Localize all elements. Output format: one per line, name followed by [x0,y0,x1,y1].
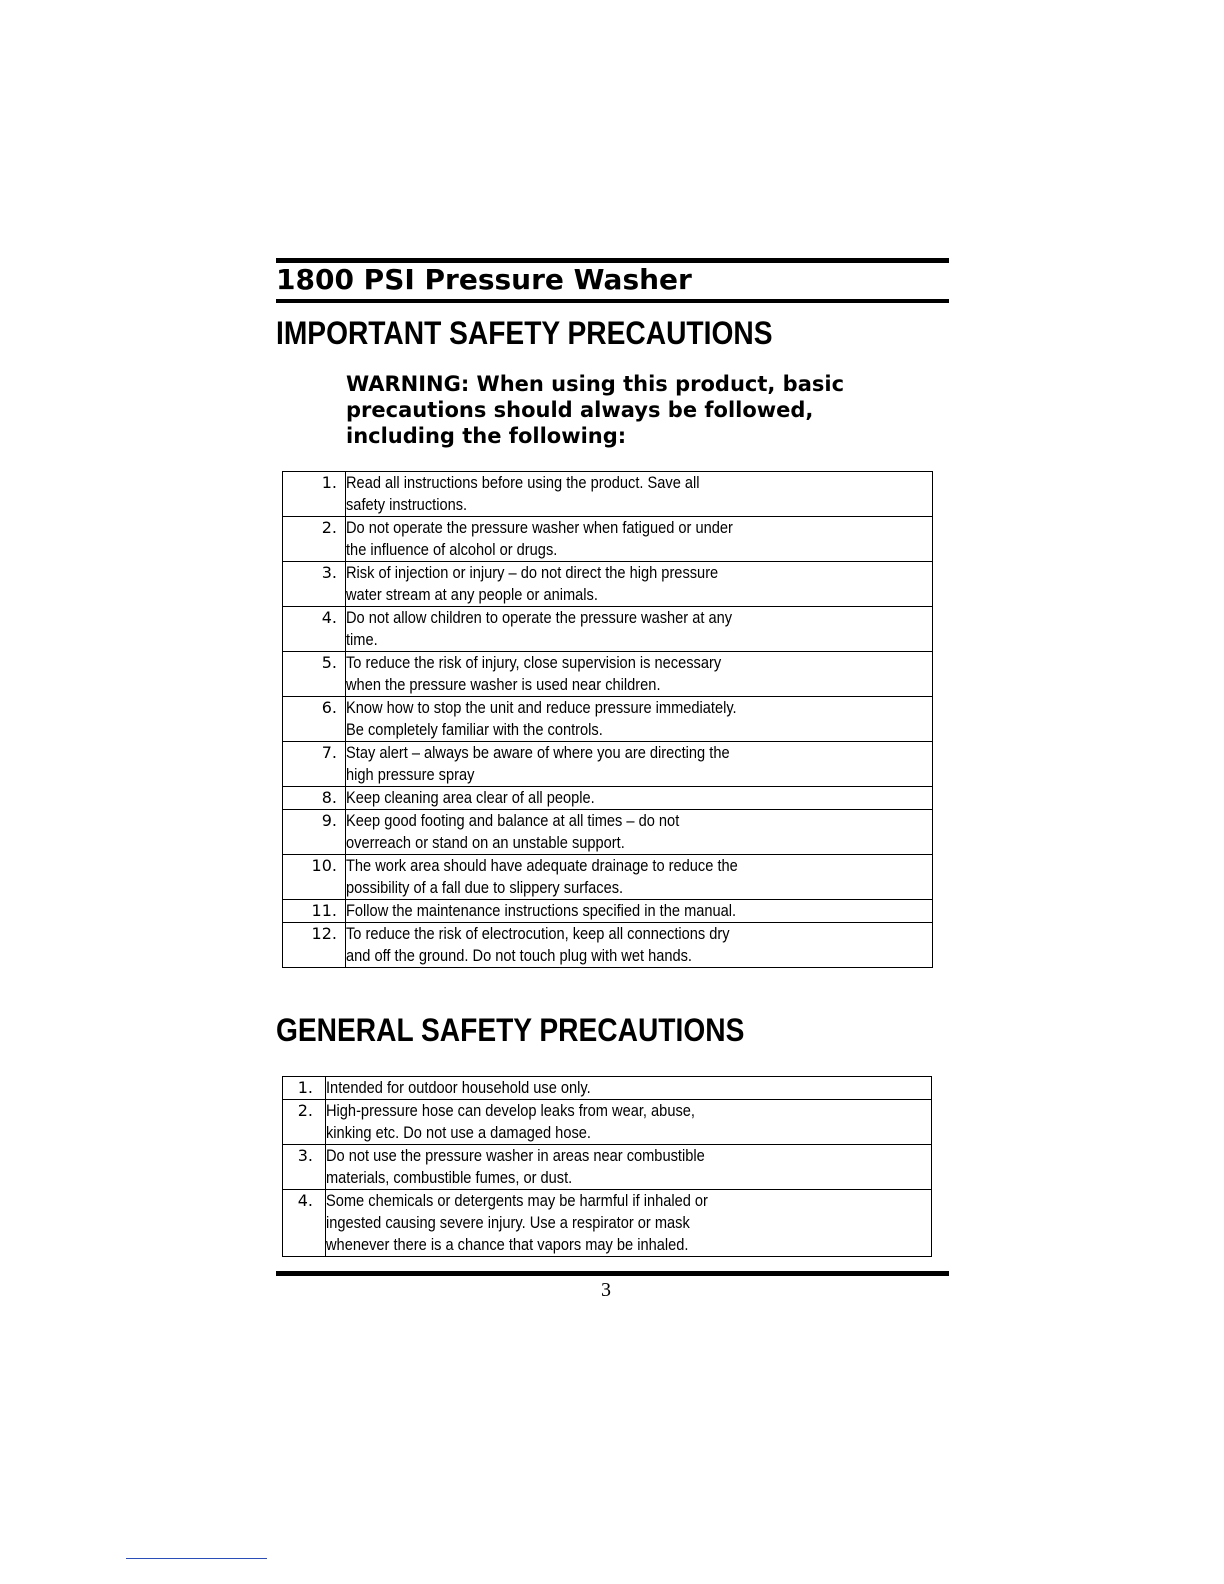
footnote-separator [126,1558,267,1559]
item-number: 1. [283,1077,326,1100]
bottom-rule [276,1271,949,1276]
item-number: 4. [283,1190,326,1257]
title-rule [276,299,949,303]
table-row [283,900,933,923]
item-text: Know how to stop the unit and reduce pressure immediately. Be completely familiar with the controls. [346,698,737,739]
item-text: Keep cleaning area clear of all people. [346,788,595,807]
item-text: Stay alert – always be aware of where you are directing the high pressure spray [346,743,730,784]
item-text: Read all instructions before using the product. Save all safety instructions. [346,473,700,514]
item-number: 7. [283,742,346,787]
item-number: 2. [283,1100,326,1145]
item-number: 5. [283,652,346,697]
important-safety-heading: IMPORTANT SAFETY PRECAUTIONS [276,315,773,351]
item-number: 3. [283,562,346,607]
table-row [283,562,933,607]
table-row [283,1145,932,1190]
table-row [283,923,933,968]
general-safety-heading: GENERAL SAFETY PRECAUTIONS [276,1012,745,1048]
item-number: 12. [283,923,346,968]
table-row [283,697,933,742]
item-number: 10. [283,855,346,900]
item-number: 1. [283,472,346,517]
table-row [283,652,933,697]
item-number: 4. [283,607,346,652]
item-number: 11. [283,900,346,923]
table-row [283,607,933,652]
item-number: 2. [283,517,346,562]
table-row [283,787,933,810]
table-row [283,1190,932,1257]
item-text: Keep good footing and balance at all times – do not overreach or stand on an unstable support. [346,811,680,852]
product-title: 1800 PSI Pressure Washer [276,263,692,296]
general-precautions-table [282,1076,932,1257]
item-text: To reduce the risk of injury, close supervision is necessary when the pressure washer is used near children. [346,653,722,694]
warning-text: WARNING: When using this product, basic precautions should always be followed, including the following: [346,372,845,448]
page-number: 3 [601,1279,611,1301]
item-text: Do not use the pressure washer in areas near combustible materials, combustible fumes, or dust. [326,1146,705,1187]
important-precautions-table [282,471,933,968]
table-row [283,1100,932,1145]
item-number: 9. [283,810,346,855]
item-text: Do not allow children to operate the pressure washer at any time. [346,608,733,649]
item-text: Risk of injection or injury – do not direct the high pressure water stream at any people or animals. [346,563,719,604]
item-text: To reduce the risk of electrocution, keep all connections dry and off the ground. Do not touch plug with wet hands. [346,924,730,965]
item-number: 6. [283,697,346,742]
item-text: Some chemicals or detergents may be harmful if inhaled or ingested causing severe injury. Use a respirator or mask whenever there is a chance that vapors may be inhaled. [326,1191,708,1254]
table-row [283,1077,932,1100]
table-row [283,472,933,517]
item-text: Follow the maintenance instructions specified in the manual. [346,901,737,920]
item-number: 8. [283,787,346,810]
table-row [283,517,933,562]
item-text: Intended for outdoor household use only. [326,1078,591,1097]
table-row [283,742,933,787]
table-row [283,855,933,900]
item-text: The work area should have adequate drainage to reduce the possibility of a fall due to slippery surfaces. [346,856,738,897]
item-text: High-pressure hose can develop leaks from wear, abuse, kinking etc. Do not use a damaged hose. [326,1101,695,1142]
table-row [283,810,933,855]
item-text: Do not operate the pressure washer when fatigued or under the influence of alcohol or drugs. [346,518,733,559]
item-number: 3. [283,1145,326,1190]
